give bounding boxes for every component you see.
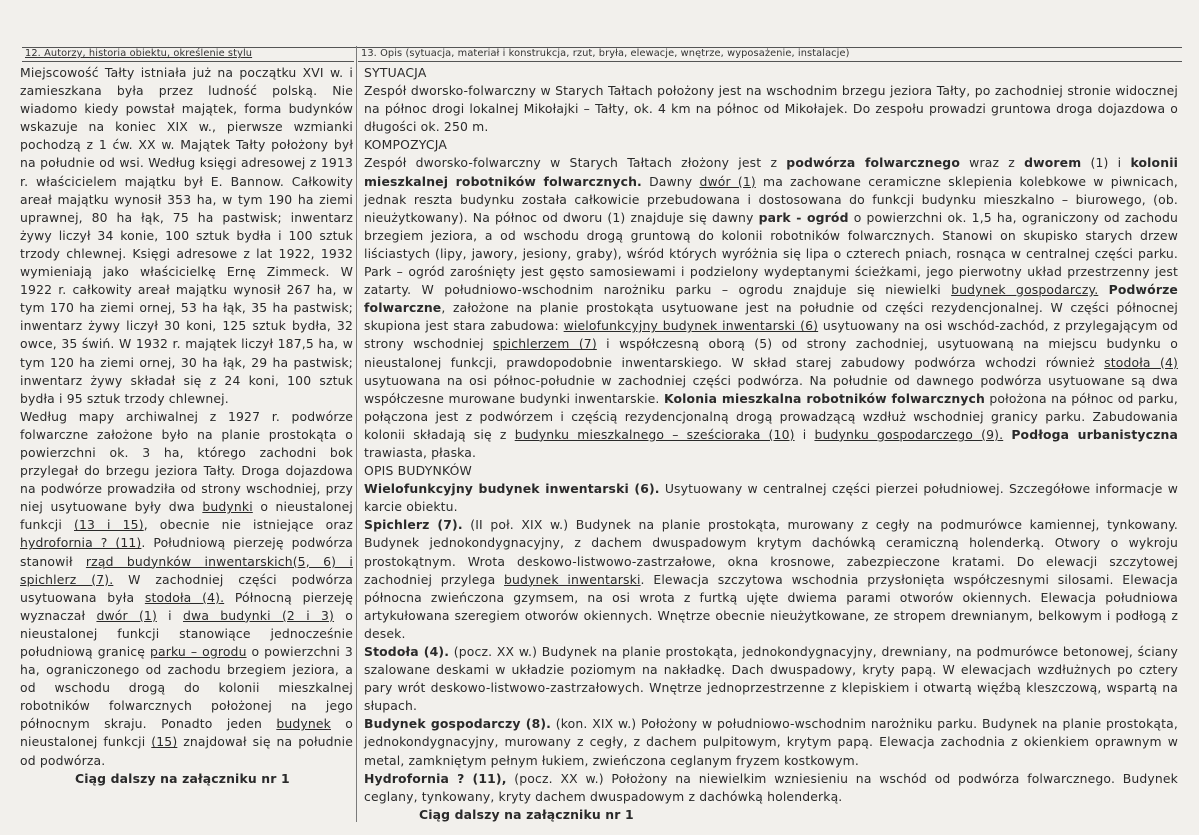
sytuacja-paragraph: Zespół dworsko-folwarczny w Starych Tałtach położony jest na wschodnim brzegu jeziora Tałty, po zachodniej stronie widocznej na północ drogi lokalnej Mikołajki – Tałty, ok. 4 km na północ od Mikołajek. Do zespołu prowadzi gruntowa droga dojazdowa o długości ok. 250 m.: [364, 83, 1178, 135]
building-8-paragraph: Budynek gospodarczy (8). (kon. XIX w.) Położony w południowo-wschodnim narożniku parku. Budynek na planie prostokąta, jednokondygnacyjny, murowany z cegły, z dachem pulpitowym, krytym papą. Elewacja zachodnia z okienkiem oprawnym w metal, zamkniętym pełnym łukiem, zwieńczona ceglanym fryzem kostkowym.: [364, 716, 1178, 768]
building-11-paragraph: Hydrofornia ? (11), (pocz. XX w.) Położony na niewielkim wzniesieniu na wschód od podwórza folwarcznego. Budynek ceglany, tynkowany, kryty dachem dwuspadowym z dachówką holenderką.: [364, 770, 1179, 804]
history-paragraph-1: Miejscowość Tałty istniała już na początku XVI w. i zamieszkana była przez ludność polską. Nie wiadomo kiedy powstał majątek, forma budynków wskazuje na koniec XIX w., pierwsze wzmianki pochodzą z 1 ćw. XX w. Majątek Tałty położony był na południe od wsi. Według księgi adresowej z 1913 r. właścicielem majątku był E. Bannow. Całkowity areał majątku wynosił 353 ha, w tym 190 ha ziemi uprawnej, 80 ha łąk, 75 ha pastwisk; inwentarz żywy liczył 34 konie, 100 sztuk bydła i 100 sztuk trzody chlewnej. Księgi adresowe z lat 1922, 1932 wymieniają jako właścicielkę Ernę Zimmeck. W 1922 r. całkowity areał majątku wynosił 267 ha, w tym 170 ha ziemi ornej, 53 ha łąk, 35 ha pastwisk; inwentarz żywy liczył 30 koni, 125 sztuk bydła, 32 owce, 35 świń. W 1932 r. majątek liczył 187,5 ha, w tym 120 ha ziemi ornej, 30 ha łąk, 29 ha pastwisk; inwentarz żywy składał się z 24 koni, 100 sztuk bydła i 95 sztuk trzody chlewnej.: [20, 65, 353, 406]
building-7-paragraph: Spichlerz (7). (II poł. XIX w.) Budynek na planie prostokąta, murowany z cegły na podmurówce kamiennej, tynkowany. Budynek jednokondygnacyjny, z dachem dwuspadowym krytym dachówką ceramiczną holenderką. Otwory o wykroju prostokątnym. Wrota deskowo-listwowo-zastrzałowe, okna krosnowe, zabezpieczone kratami. Do elewacji szczytowej zachodniej przylega budynek inwentarski. Elewacja szczytowa wschodnia przysłonięta współczesnymi silosami. Elewacja północna zwieńczona gzymsem, na osi wrota z furtką ujęte dwiema parami otworów okiennych. Elewacja południowa artykułowana szeregiem otworów okiennych. Wnętrze obecnie nieużytkowane, ze stropem drewnianym, belkowym i podłogą z desek.: [364, 517, 1179, 641]
history-column: [20, 64, 353, 788]
heading-opis-budynkow: OPIS BUDYNKÓW: [364, 463, 473, 479]
kompozycja-paragraph: Zespół dworsko-folwarczny w Starych Tałtach złożony jest z podwórza folwarcznego wraz z dworem (1) i kolonii mieszkalnej robotników folwarcznych. Dawny dwór (1) ma zachowane ceramiczne sklepienia kolebkowe w piwnicach, jednak reszta budynku została całkowicie przebudowana i dostosowana do funkcji budynku mieszkalno – biurowego, (ob. nieużytkowany). Na północ od dworu (1) znajduje się dawny park - ogród o powierzchni ok. 1,5 ha, ograniczony od zachodu brzegiem jeziora, a od wschodu drogą gruntową do kolonii robotników folwarcznych. Stanowi on skupisko starych drzew liściastych (lipy, jawory, jesiony, graby), wśród których wyróżnia się lipa o czterech pniach, rosnąca w centralnej części parku. Park – ogród zarośnięty jest gęsto samosiewami i podzielony wydeptanymi ścieżkami, jego pierwotny układ przestrzenny jest zatarty. W południowo-wschodnim narożniku parku – ogrodu znajduje się niewielki budynek gospodarczy. Podwórze folwarczne, założone na planie prostokąta usytuowane jest na południe od części rezydencjonalnej. W części północnej skupiona jest stara zabudowa: wielofunkcyjny budynek inwentarski (6) usytuowany na osi wschód-zachód, z przylegającym od strony wschodniej spichlerzem (7) i współczesną oborą (5) od strony zachodniej, usytuowaną na miejscu budynku o nieustalonej funkcji, prawdopodobnie inwentarskiego. W skład starej zabudowy podwórza wchodzi również stodoła (4) usytuowana na osi północ-południe w zachodniej części podwórza. Na południe od dawnego podwórza usytuowane są dwa współczesne murowane budynki inwentarskie. Kolonia mieszkalna robotników folwarcznych położona na północ od parku, połączona jest z podwórzem i częścią rezydencjonalną drogą prowadzącą wzdłuż wschodniej granicy parku. Zabudowania kolonii składają się z budynku mieszkalnego – sześcioraka (10) i budynku gospodarczego (9). Podłoga urbanistyczna trawiasta, płaska.: [364, 155, 1178, 460]
building-4-paragraph: Stodoła (4). (pocz. XX w.) Budynek na planie prostokąta, jednokondygnacyjny, drewniany, na podmurówce betonowej, ściany szalowane deskami w układzie poziomym na nakładkę. Dach dwuspadowy, kryty papą. W elewacjach wzdłużnych po cztery pary wrót deskowo-listwowo-zastrzałowych. Wnętrze jednoprzestrzenne z klepiskiem i otwartą więźbą kleszczową, wspartą na słupach.: [364, 644, 1179, 714]
heading-kompozycja: KOMPOZYCJA: [364, 137, 448, 153]
heading-sytuacja: SYTUACJA: [364, 65, 427, 80]
continued-note-left: Ciąg dalszy na załączniku nr 1: [75, 770, 290, 786]
left-header-rule: [22, 61, 354, 62]
continued-note-right: Ciąg dalszy na załączniku nr 1: [419, 806, 634, 822]
column-divider: [356, 46, 357, 822]
right-header-rule: [358, 61, 1182, 62]
building-6-paragraph: Wielofunkcyjny budynek inwentarski (6). Usytuowany w centralnej części pierzei południowej. Szczegółowe informacje w karcie obiektu.: [364, 481, 1178, 515]
history-paragraph-2: Według mapy archiwalnej z 1927 r. podwórze folwarczne założone było na planie prostokąta o powierzchni ok. 3 ha, którego zachodni bok przylegał do brzegu jeziora Tałty. Droga dojazdowa na podwórze prowadziła od strony wschodniej, przy niej usytuowane były dwa budynki o nieustalonej funkcji (13 i 15), obecnie nie istniejące oraz hydrofornia ? (11). Południową pierzeję podwórza stanowił rząd budynków inwentarskich(5, 6) i spichlerz (7). W zachodniej części podwórza usytuowana była stodoła (4). Północną pierzeję wyznaczał dwór (1) i dwa budynki (2 i 3) o nieustalonej funkcji stanowiące jednocześnie południową granicę parku – ogrodu o powierzchni 3 ha, ograniczonego od zachodu brzegiem jeziora, a od wschodu drogą do kolonii mieszkalnej robotników folwarcznych położonej na jego północnym skraju. Ponadto jeden budynek o nieustalonej funkcji (15) znajdował się na południe od podwórza.: [20, 408, 354, 768]
section-12-header: 12. Autorzy, historia obiektu, określenie stylu: [25, 48, 253, 59]
description-column: [364, 64, 1178, 824]
section-13-header: 13. Opis (sytuacja, materiał i konstrukcja, rzut, bryła, elewacje, wnętrze, wyposażenie, instalacje): [361, 48, 850, 59]
